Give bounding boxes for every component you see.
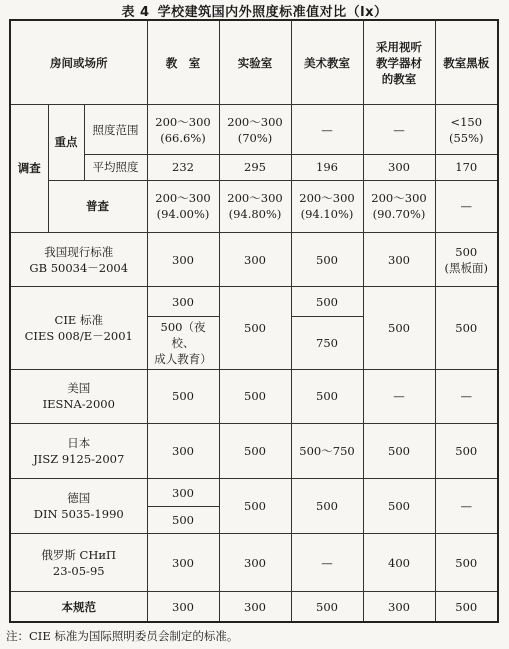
header-classroom: 教 室 [147,20,219,105]
cie-art-bottom: 750 [291,317,363,369]
range-lab [219,105,291,155]
avg-art: 196 [291,155,363,180]
germany-standard-name: 德国 [67,491,91,506]
header-room: 房间或场所 [10,20,147,105]
range-blackboard-value: <150 [450,114,483,129]
header-art-room: 美术教室 [291,20,363,105]
general-survey-label: 普查 [48,180,147,232]
cie-av: 500 [363,287,435,370]
general-classroom-pct: (94.00%) [156,207,210,222]
russia-standard-row [10,533,498,591]
germany-art: 500 [291,479,363,533]
cie-standard-label [10,287,147,370]
germany-av: 500 [363,479,435,533]
general-av-pct: (90.70%) [372,207,426,222]
japan-blackboard: 500 [435,424,498,479]
cie-lab: 500 [219,287,291,370]
this-code-lab: 300 [219,592,291,622]
usa-art: 500 [291,369,363,423]
germany-lab: 500 [219,479,291,533]
usa-lab: 500 [219,369,291,423]
china-standard-name: 我国现行标准 [44,244,114,259]
russia-lab: 300 [219,533,291,591]
range-av: — [363,105,435,155]
germany-classroom-top: 300 [147,479,219,506]
survey-general-row [10,180,498,232]
general-art-pct: (94.10%) [300,207,354,222]
cie-classroom-night-line2: 成人教育） [154,352,212,367]
this-code-art: 500 [291,592,363,622]
general-lab-value: 200～300 [227,191,283,206]
cie-art-top: 500 [291,287,363,317]
cie-blackboard: 500 [435,287,498,370]
china-standard-code: GB 50034－2004 [29,260,129,275]
japan-standard-code: JISZ 9125-2007 [33,452,125,467]
japan-standard-row [10,424,498,479]
survey-avg-row [10,155,498,180]
range-blackboard [435,105,498,155]
japan-art: 500～750 [291,424,363,479]
this-code-av: 300 [363,592,435,622]
header-av-line3: 的教室 [381,71,417,86]
usa-classroom: 500 [147,369,219,423]
cie-row-top [10,287,498,317]
table-footnote: 注：CIE 标准为国际照明委员会制定的标准。 [6,629,239,643]
china-blackboard [435,232,498,286]
russia-classroom: 300 [147,533,219,591]
table-number: 表 4 [121,5,150,20]
this-code-classroom: 300 [147,592,219,622]
usa-standard-name: 美国 [67,381,91,396]
russia-blackboard: 500 [435,533,498,591]
table-title-text: 学校建筑国内外照度标准值对比（lx） [157,5,388,20]
russia-standard-code: 23-05-95 [52,563,105,578]
range-lab-value: 200～300 [227,114,283,129]
general-classroom-value: 200～300 [155,191,211,206]
germany-standard-code: DIN 5035-1990 [33,507,124,522]
range-lab-pct: (70%) [237,130,273,145]
header-av-line1: 采用视听 [376,39,422,54]
header-av-line2: 教学器材 [376,55,422,70]
general-lab-pct: (94.80%) [228,207,282,222]
avg-blackboard: 170 [435,155,498,180]
range-label: 照度范围 [84,105,147,155]
general-blackboard: — [435,180,498,232]
germany-row-top [10,479,498,506]
range-art: — [291,105,363,155]
range-classroom-value: 200～300 [155,114,211,129]
japan-lab: 500 [219,424,291,479]
general-art [291,180,363,232]
general-art-value: 200～300 [299,191,355,206]
range-classroom-pct: (66.6%) [160,130,206,145]
usa-standard-row [10,369,498,423]
japan-standard-label [10,424,147,479]
japan-classroom: 300 [147,424,219,479]
general-av-value: 200～300 [371,191,427,206]
table-title [0,1,509,19]
illuminance-comparison-table [9,19,499,623]
this-code-row [10,592,498,622]
general-lab [219,180,291,232]
china-blackboard-note: (黑板面) [444,260,488,275]
general-classroom [147,180,219,232]
cie-standard-code: CIES 008/E－2001 [24,329,133,343]
russia-art: — [291,533,363,591]
survey-label: 调查 [10,105,48,233]
range-classroom [147,105,219,155]
china-av: 300 [363,232,435,286]
germany-classroom-bottom: 500 [147,506,219,533]
usa-blackboard: — [435,369,498,423]
russia-standard-name: 俄罗斯 CHиП [41,547,117,562]
china-classroom: 300 [147,232,219,286]
cie-classroom-day: 300 [147,287,219,317]
range-blackboard-pct: (55%) [448,130,484,145]
header-row [10,20,498,105]
this-code-blackboard: 500 [435,592,498,622]
china-blackboard-value: 500 [455,244,478,259]
germany-blackboard: — [435,479,498,533]
cie-classroom-night-line1: 500（夜校、 [160,320,206,351]
key-survey-label: 重点 [48,105,84,180]
avg-lab: 295 [219,155,291,180]
china-art: 500 [291,232,363,286]
avg-av: 300 [363,155,435,180]
russia-standard-label [10,533,147,591]
usa-standard-label [10,369,147,423]
russia-av: 400 [363,533,435,591]
usa-av: — [363,369,435,423]
cie-classroom-night [147,317,219,369]
avg-label: 平均照度 [84,155,147,180]
usa-standard-code: IESNA-2000 [42,397,115,412]
china-lab: 300 [219,232,291,286]
japan-standard-name: 日本 [67,436,91,451]
japan-av: 500 [363,424,435,479]
general-av [363,180,435,232]
this-code-label: 本规范 [10,592,147,622]
survey-range-row [10,105,498,155]
header-blackboard: 教室黑板 [435,20,498,105]
germany-standard-label [10,479,147,533]
china-standard-label [10,232,147,286]
china-standard-row [10,232,498,286]
header-laboratory: 实验室 [219,20,291,105]
avg-classroom: 232 [147,155,219,180]
header-av-classroom [363,20,435,105]
cie-standard-name: CIE 标准 [54,313,103,327]
